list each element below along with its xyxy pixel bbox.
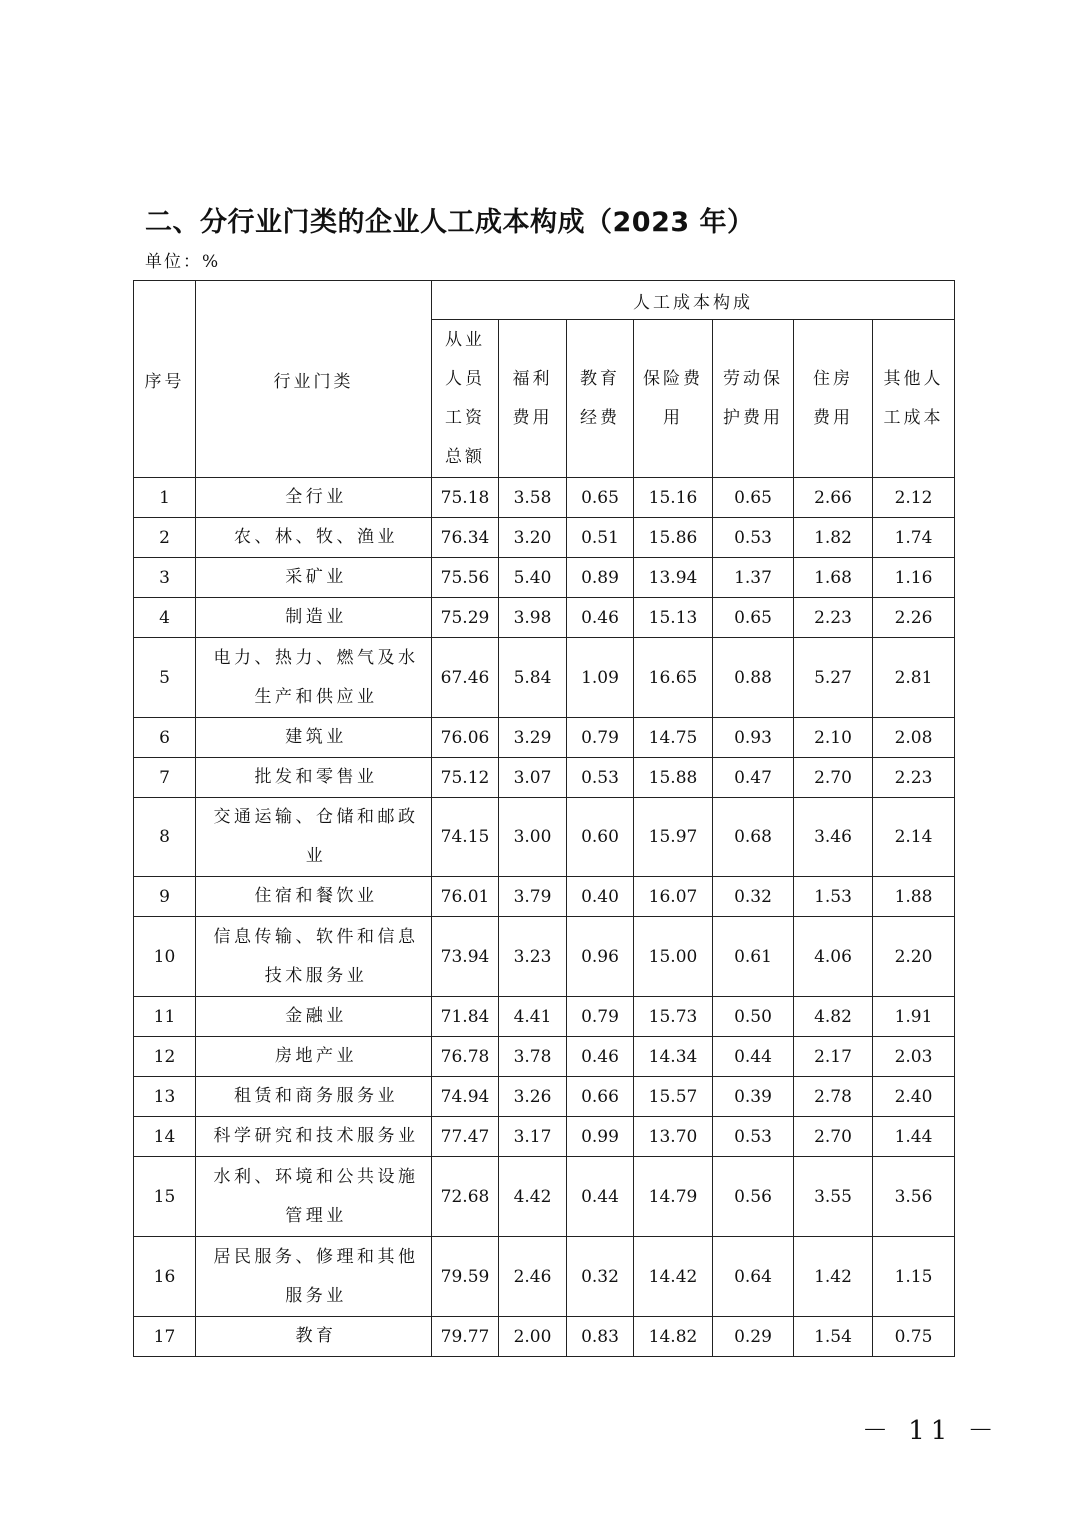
cell-value: 1.82 <box>794 518 873 558</box>
cell-value: 2.20 <box>873 917 955 997</box>
cell-value: 5.27 <box>794 638 873 718</box>
cell-value: 0.50 <box>713 997 794 1037</box>
cell-value: 3.55 <box>794 1157 873 1237</box>
cell-industry: 水利、环境和公共设施管理业 <box>196 1157 432 1237</box>
cell-value: 2.46 <box>499 1237 567 1317</box>
cell-value: 0.75 <box>873 1317 955 1357</box>
header-seq <box>134 281 196 478</box>
cell-value: 2.08 <box>873 718 955 758</box>
cell-industry: 电力、热力、燃气及水生产和供应业 <box>196 638 432 718</box>
cell-value: 0.65 <box>567 478 634 518</box>
cell-value: 1.88 <box>873 877 955 917</box>
cell-industry: 制造业 <box>196 598 432 638</box>
cell-value: 16.07 <box>634 877 713 917</box>
cell-value: 15.97 <box>634 798 713 877</box>
table-row <box>134 558 955 598</box>
table-row <box>134 758 955 798</box>
cell-industry: 教育 <box>196 1317 432 1357</box>
table-row <box>134 1157 955 1237</box>
cell-value: 0.29 <box>713 1317 794 1357</box>
cell-value: 77.47 <box>432 1117 499 1157</box>
cell-value: 2.14 <box>873 798 955 877</box>
cell-value: 0.88 <box>713 638 794 718</box>
cell-value: 0.96 <box>567 917 634 997</box>
cell-value: 0.56 <box>713 1157 794 1237</box>
cell-value: 0.99 <box>567 1117 634 1157</box>
cell-value: 14.75 <box>634 718 713 758</box>
cell-seq: 5 <box>134 638 196 718</box>
cell-value: 0.89 <box>567 558 634 598</box>
header-col-housing <box>794 320 873 478</box>
cell-value: 2.70 <box>794 1117 873 1157</box>
cell-value: 3.29 <box>499 718 567 758</box>
header-col-wages <box>432 320 499 478</box>
cell-value: 2.40 <box>873 1077 955 1117</box>
table-row <box>134 798 955 877</box>
cell-value: 1.44 <box>873 1117 955 1157</box>
cell-value: 1.37 <box>713 558 794 598</box>
cell-value: 0.53 <box>713 518 794 558</box>
cell-value: 67.46 <box>432 638 499 718</box>
cell-value: 3.46 <box>794 798 873 877</box>
cell-value: 4.82 <box>794 997 873 1037</box>
cell-value: 71.84 <box>432 997 499 1037</box>
cell-value: 1.54 <box>794 1317 873 1357</box>
header-col-other <box>873 320 955 478</box>
cell-value: 14.42 <box>634 1237 713 1317</box>
cell-value: 1.68 <box>794 558 873 598</box>
cell-value: 4.06 <box>794 917 873 997</box>
cell-industry: 批发和零售业 <box>196 758 432 798</box>
cell-value: 0.79 <box>567 718 634 758</box>
cell-industry: 住宿和餐饮业 <box>196 877 432 917</box>
header-col-label: 福利费用 <box>512 368 553 428</box>
cell-seq: 7 <box>134 758 196 798</box>
cell-value: 0.65 <box>713 478 794 518</box>
header-col-label: 从业人员工资总额 <box>445 329 485 467</box>
cell-seq: 4 <box>134 598 196 638</box>
cell-seq: 17 <box>134 1317 196 1357</box>
cell-value: 0.53 <box>567 758 634 798</box>
table-row <box>134 478 955 518</box>
cell-value: 76.01 <box>432 877 499 917</box>
cell-value: 76.78 <box>432 1037 499 1077</box>
cell-seq: 12 <box>134 1037 196 1077</box>
cell-value: 15.00 <box>634 917 713 997</box>
cell-value: 0.65 <box>713 598 794 638</box>
cell-seq: 8 <box>134 798 196 877</box>
cell-value: 0.46 <box>567 1037 634 1077</box>
page-title: 二、分行业门类的企业人工成本构成（2023 年） <box>145 207 755 238</box>
cell-value: 0.60 <box>567 798 634 877</box>
cell-value: 1.91 <box>873 997 955 1037</box>
cell-seq: 14 <box>134 1117 196 1157</box>
table-row <box>134 917 955 997</box>
cell-industry: 信息传输、软件和信息技术服务业 <box>196 917 432 997</box>
cell-value: 74.94 <box>432 1077 499 1117</box>
cell-industry: 建筑业 <box>196 718 432 758</box>
cell-value: 15.88 <box>634 758 713 798</box>
table-row <box>134 1037 955 1077</box>
header-col-insurance <box>634 320 713 478</box>
header-industry <box>196 281 432 478</box>
cell-value: 0.47 <box>713 758 794 798</box>
cell-value: 3.98 <box>499 598 567 638</box>
cell-value: 0.93 <box>713 718 794 758</box>
cell-value: 15.13 <box>634 598 713 638</box>
cell-value: 79.77 <box>432 1317 499 1357</box>
cell-industry: 农、林、牧、渔业 <box>196 518 432 558</box>
header-seq-label: 序号 <box>144 371 185 392</box>
cell-value: 3.20 <box>499 518 567 558</box>
cell-industry: 科学研究和技术服务业 <box>196 1117 432 1157</box>
cell-value: 0.32 <box>567 1237 634 1317</box>
cell-value: 4.41 <box>499 997 567 1037</box>
cell-value: 0.44 <box>713 1037 794 1077</box>
cell-value: 3.07 <box>499 758 567 798</box>
cost-structure-table <box>133 280 955 1357</box>
cell-value: 2.10 <box>794 718 873 758</box>
cell-seq: 16 <box>134 1237 196 1317</box>
header-industry-label: 行业门类 <box>273 371 354 392</box>
cell-value: 2.78 <box>794 1077 873 1117</box>
cell-value: 3.78 <box>499 1037 567 1077</box>
cell-value: 75.56 <box>432 558 499 598</box>
cell-value: 2.26 <box>873 598 955 638</box>
cell-value: 2.17 <box>794 1037 873 1077</box>
table-row <box>134 997 955 1037</box>
cell-industry: 全行业 <box>196 478 432 518</box>
cell-value: 2.23 <box>794 598 873 638</box>
table-row <box>134 1317 955 1357</box>
cell-value: 0.61 <box>713 917 794 997</box>
header-col-label: 其他人工成本 <box>883 368 944 428</box>
cell-value: 14.82 <box>634 1317 713 1357</box>
table-body <box>134 478 955 1357</box>
cell-value: 3.26 <box>499 1077 567 1117</box>
header-col-label: 保险费用 <box>643 368 703 428</box>
cell-seq: 13 <box>134 1077 196 1117</box>
cell-value: 76.34 <box>432 518 499 558</box>
cell-value: 0.40 <box>567 877 634 917</box>
header-col-label: 劳动保护费用 <box>723 368 783 428</box>
cell-value: 3.00 <box>499 798 567 877</box>
cell-value: 0.66 <box>567 1077 634 1117</box>
cell-value: 15.16 <box>634 478 713 518</box>
cell-value: 75.18 <box>432 478 499 518</box>
cell-value: 2.03 <box>873 1037 955 1077</box>
unit-label: 单位：% <box>145 252 221 272</box>
cell-value: 1.74 <box>873 518 955 558</box>
header-col-labor-protection <box>713 320 794 478</box>
cell-seq: 9 <box>134 877 196 917</box>
table-row <box>134 1117 955 1157</box>
header-col-label: 教育经费 <box>580 368 620 428</box>
cell-value: 1.16 <box>873 558 955 598</box>
cell-seq: 3 <box>134 558 196 598</box>
cell-industry: 租赁和商务服务业 <box>196 1077 432 1117</box>
cell-value: 0.46 <box>567 598 634 638</box>
cell-value: 2.81 <box>873 638 955 718</box>
cell-value: 2.66 <box>794 478 873 518</box>
header-col-welfare <box>499 320 567 478</box>
cell-value: 0.32 <box>713 877 794 917</box>
table-row <box>134 877 955 917</box>
cell-value: 3.58 <box>499 478 567 518</box>
cell-value: 1.53 <box>794 877 873 917</box>
cell-value: 2.23 <box>873 758 955 798</box>
cell-value: 72.68 <box>432 1157 499 1237</box>
cell-value: 14.79 <box>634 1157 713 1237</box>
header-col-education <box>567 320 634 478</box>
table-row <box>134 598 955 638</box>
cell-industry: 交通运输、仓储和邮政业 <box>196 798 432 877</box>
cell-seq: 11 <box>134 997 196 1037</box>
cell-value: 14.34 <box>634 1037 713 1077</box>
header-group-label: 人工成本构成 <box>633 292 754 313</box>
cell-value: 4.42 <box>499 1157 567 1237</box>
cell-value: 3.56 <box>873 1157 955 1237</box>
table-row <box>134 1237 955 1317</box>
cell-value: 15.73 <box>634 997 713 1037</box>
cell-industry: 采矿业 <box>196 558 432 598</box>
cell-value: 75.29 <box>432 598 499 638</box>
cell-industry: 金融业 <box>196 997 432 1037</box>
cell-value: 0.39 <box>713 1077 794 1117</box>
cell-value: 13.94 <box>634 558 713 598</box>
cell-value: 2.70 <box>794 758 873 798</box>
cell-value: 3.79 <box>499 877 567 917</box>
cell-value: 79.59 <box>432 1237 499 1317</box>
cell-value: 76.06 <box>432 718 499 758</box>
cell-value: 1.15 <box>873 1237 955 1317</box>
cell-seq: 1 <box>134 478 196 518</box>
cell-value: 5.40 <box>499 558 567 598</box>
cell-industry: 居民服务、修理和其他服务业 <box>196 1237 432 1317</box>
page-number: － 11 － <box>862 1416 1000 1446</box>
table-row <box>134 1077 955 1117</box>
table-row <box>134 638 955 718</box>
cell-value: 0.68 <box>713 798 794 877</box>
cell-value: 2.12 <box>873 478 955 518</box>
cell-value: 1.09 <box>567 638 634 718</box>
cell-seq: 10 <box>134 917 196 997</box>
cell-value: 16.65 <box>634 638 713 718</box>
cell-value: 0.51 <box>567 518 634 558</box>
header-col-label: 住房费用 <box>813 368 853 428</box>
cell-value: 0.79 <box>567 997 634 1037</box>
cell-seq: 15 <box>134 1157 196 1237</box>
cell-value: 15.57 <box>634 1077 713 1117</box>
cell-value: 3.17 <box>499 1117 567 1157</box>
cell-value: 75.12 <box>432 758 499 798</box>
cell-seq: 2 <box>134 518 196 558</box>
table-row <box>134 718 955 758</box>
table-row <box>134 518 955 558</box>
cell-value: 1.42 <box>794 1237 873 1317</box>
cell-industry: 房地产业 <box>196 1037 432 1077</box>
cell-value: 3.23 <box>499 917 567 997</box>
cell-value: 5.84 <box>499 638 567 718</box>
cell-value: 2.00 <box>499 1317 567 1357</box>
cell-value: 0.53 <box>713 1117 794 1157</box>
header-group <box>432 281 955 320</box>
cell-value: 74.15 <box>432 798 499 877</box>
cell-value: 0.64 <box>713 1237 794 1317</box>
cell-value: 73.94 <box>432 917 499 997</box>
cell-seq: 6 <box>134 718 196 758</box>
cell-value: 0.44 <box>567 1157 634 1237</box>
cell-value: 15.86 <box>634 518 713 558</box>
cell-value: 0.83 <box>567 1317 634 1357</box>
cell-value: 13.70 <box>634 1117 713 1157</box>
